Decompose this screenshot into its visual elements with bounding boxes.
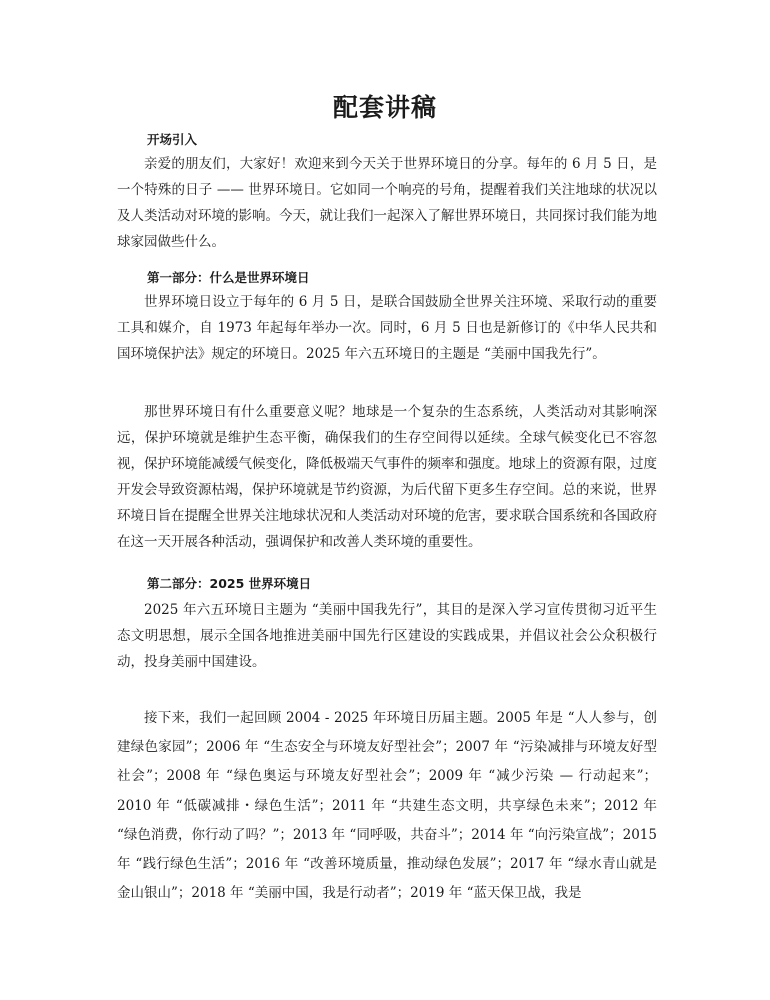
page-title: 配套讲稿 [332, 93, 437, 122]
section-heading-part1: 第一部分：什么是世界环境日 [147, 270, 310, 285]
paragraph-intro: 亲爱的朋友们，大家好！欢迎来到今天关于世界环境日的分享。每年的 6 月 5 日，是一个特殊的日子 —— 世界环境日。它如同一个响亮的号角，提醒着我们关注地球的状况以及人类活动对环境的影响。今天，就让我们一起深入了解世界环境日，共同探讨我们能为地球家园做些什么。 [117, 156, 657, 250]
paragraph-part2-history: 接下来，我们一起回顾 2004 - 2025 年环境日历届主题。2005 年是 “人人参与，创建绿色家园”；2006 年 “生态安全与环境友好型社会”；2007 年 “污染减排与环境友好型社会”；2008 年 “绿色奥运与环境友好型社会”；2009 年 “减少污染 — 行动起来”；2010 年 “低碳减排・绿色生活”；2011 年 “共建生态文明，共享绿色未来”；2012 年 “绿色消费，你行动了吗？”；2013 年 “同呼吸，共奋斗”；2014 年 “向污染宣战”；2015 年 “践行绿色生活”；2016 年 “改善环境质量，推动绿色发展”；2017 年 “绿水青山就是金山银山”；2018 年 “美丽中国，我是行动者”；2019 年 “蓝天保卫战，我是 [117, 710, 657, 902]
section-heading-intro: 开场引入 [147, 132, 198, 147]
paragraph-part2-theme: 2025 年六五环境日主题为 “美丽中国我先行”，其目的是深入学习宣传贯彻习近平生态文明思想，展示全国各地推进美丽中国先行区建设的实践成果，并倡议社会公众积极行动，投身美丽中国建设。 [117, 602, 657, 670]
paragraph-part1-definition: 世界环境日设立于每年的 6 月 5 日，是联合国鼓励全世界关注环境、采取行动的重要工具和媒介，自 1973 年起每年举办一次。同时，6 月 5 日也是新修订的《中华人民共和国环境保护法》规定的环境日。2025 年六五环境日的主题是 “美丽中国我先行”。 [117, 294, 657, 362]
paragraph-part1-significance: 那世界环境日有什么重要意义呢？地球是一个复杂的生态系统，人类活动对其影响深远，保护环境就是维护生态平衡，确保我们的生存空间得以延续。全球气候变化已不容忽视，保护环境能减缓气候变化，降低极端天气事件的频率和强度。地球上的资源有限，过度开发会导致资源枯竭，保护环境就是节约资源，为后代留下更多生存空间。总的来说，世界环境日旨在提醒全世界关注地球状况和人类活动对环境的危害，要求联合国系统和各国政府在这一天开展各种活动，强调保护和改善人类环境的重要性。 [117, 404, 657, 550]
section-heading-part2: 第二部分：2025 世界环境日 [147, 576, 312, 591]
